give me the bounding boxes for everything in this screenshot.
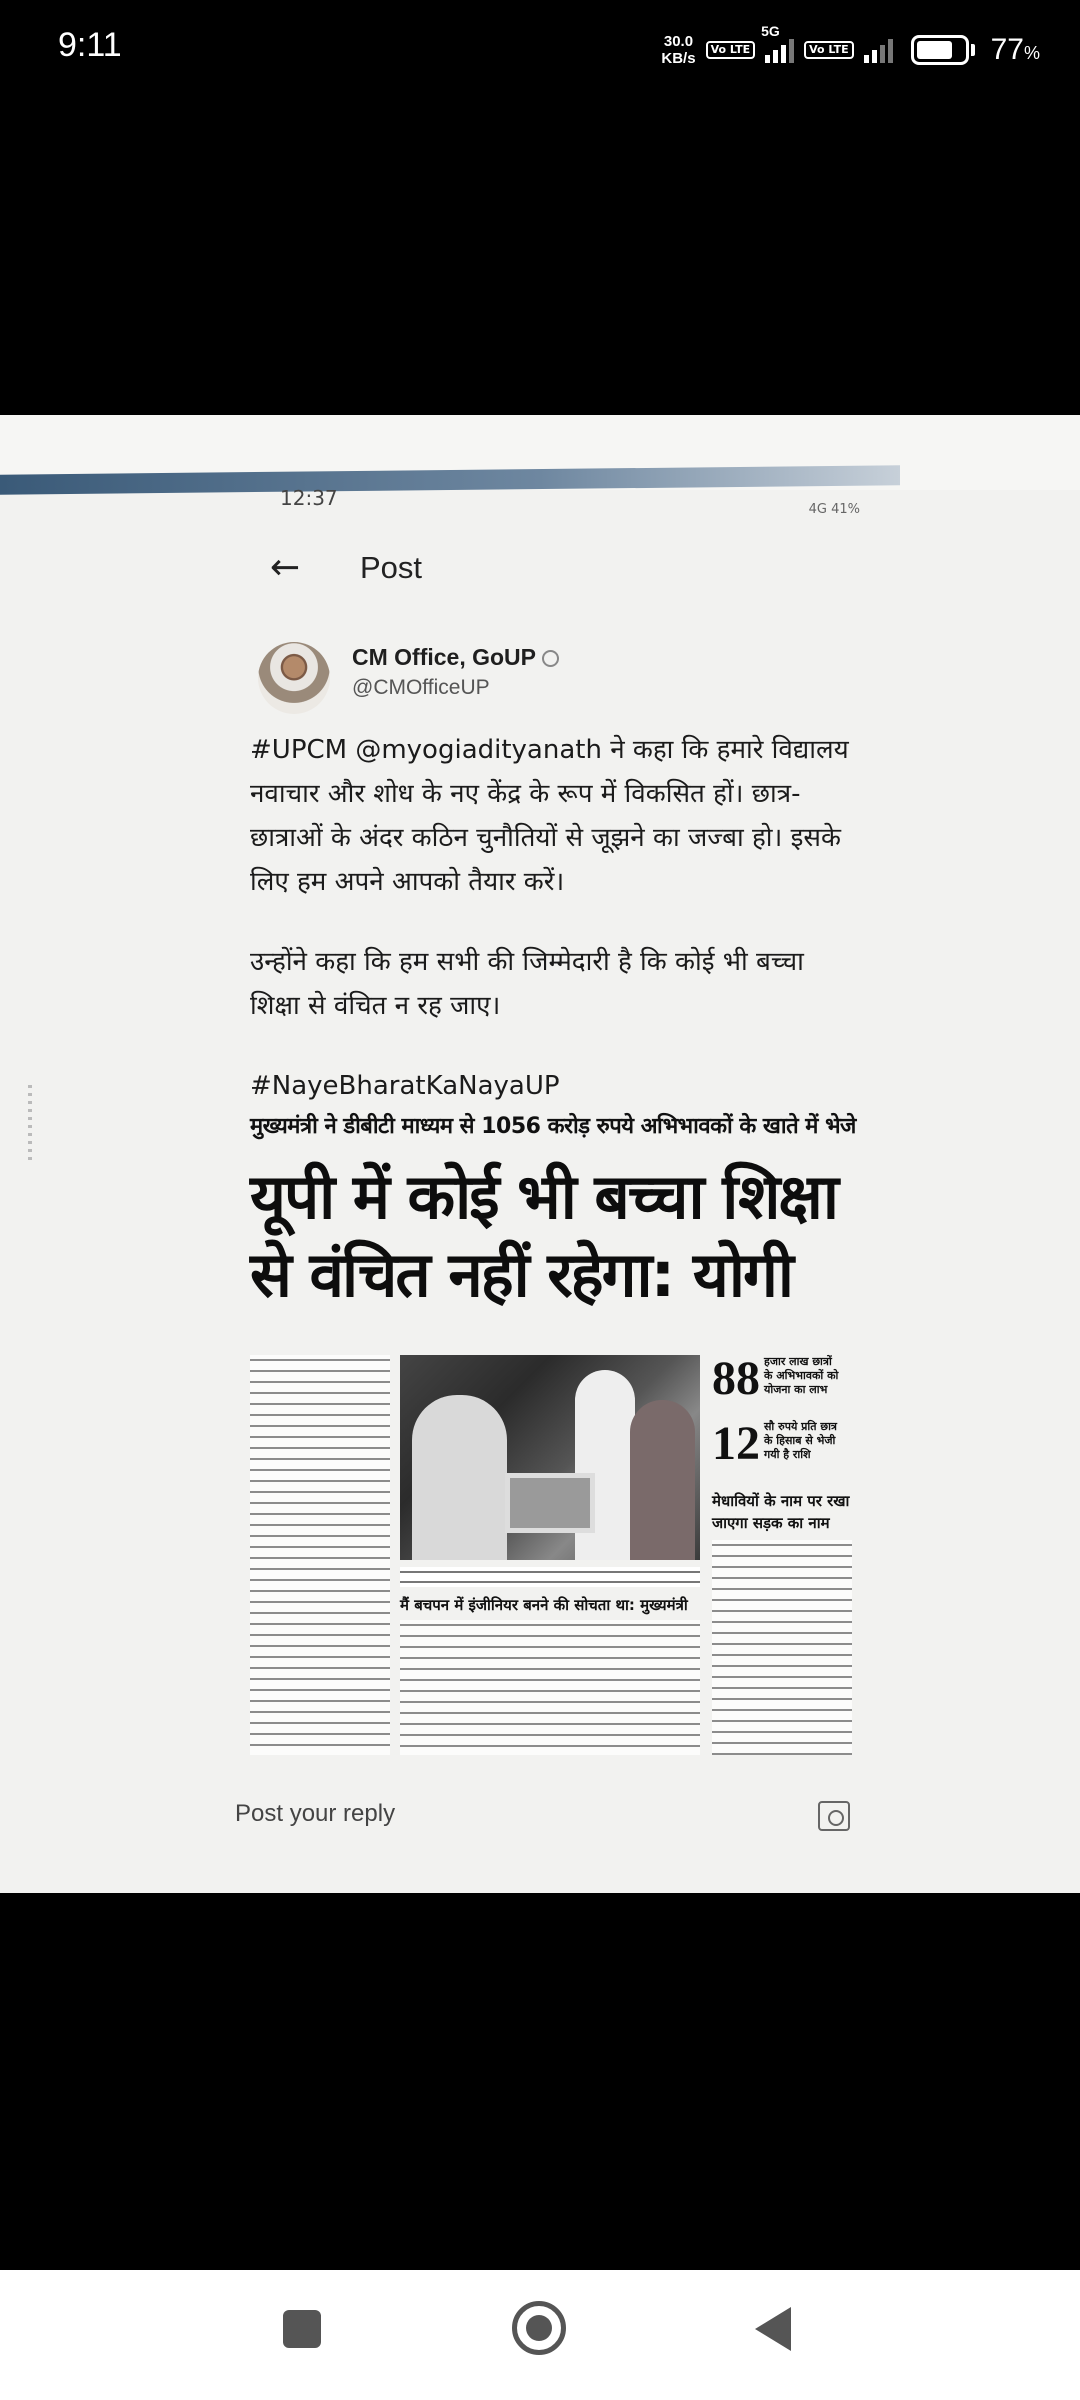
side-heading: मेधावियों के नाम पर रखा जाएगा सड़क का नाम bbox=[712, 1492, 850, 1532]
clipping-subhead: मैं बचपन में इंजीनियर बनने की सोचता था: मुख्यमंत्री bbox=[400, 1596, 688, 1614]
stat-2 bbox=[712, 1417, 842, 1470]
stat-1-desc: हजार लाख छात्रों के अभिभावकों को योजना का लाभ bbox=[764, 1355, 839, 1396]
captured-status-right: 4G 41% bbox=[808, 502, 860, 517]
news-photo bbox=[400, 1355, 700, 1560]
avatar bbox=[258, 642, 330, 714]
clipping-columns bbox=[250, 1352, 855, 1765]
signal-strength-icon-sim2 bbox=[864, 37, 893, 63]
certificate-frame bbox=[505, 1473, 595, 1533]
back-button[interactable] bbox=[755, 2307, 791, 2351]
stat-1 bbox=[712, 1352, 842, 1405]
status-bar bbox=[0, 0, 1080, 100]
account-name: CM Office, GoUP bbox=[352, 644, 559, 671]
network-speed bbox=[661, 33, 695, 67]
network-speed-value: 30.0 bbox=[663, 33, 694, 50]
post-paragraph-1: #UPCM @myogiadityanath ने कहा कि हमारे विद्यालय नवाचार और शोध के नए केंद्र के रूप में विकसित हों। छात्र-छात्राओं के अंदर कठिन चुनौतियों से जूझने का जज्बा हो। इसके लिए हम अपने आपको तैयार करें। bbox=[250, 735, 849, 897]
camera-icon bbox=[818, 1801, 850, 1831]
captured-time: 12:37 bbox=[280, 486, 338, 510]
status-icons bbox=[661, 23, 1040, 72]
stat-2-desc: सौ रुपये प्रति छात्र के हिसाब से भेजी गयी है राशि bbox=[764, 1420, 837, 1461]
network-type-label: 5G bbox=[761, 23, 780, 39]
volte-icon: Vo LTE bbox=[706, 41, 756, 59]
verified-icon bbox=[542, 650, 559, 667]
account-handle: @CMOfficeUP bbox=[352, 676, 490, 699]
stat-1-number: 88 bbox=[712, 1352, 760, 1405]
post-hashtag: #NayeBharatKaNayaUP bbox=[250, 1071, 560, 1101]
column-text-left bbox=[250, 1355, 390, 1755]
photo-caption bbox=[400, 1567, 700, 1587]
headline-line-1: यूपी में कोई भी बच्चा शिक्षा bbox=[250, 1160, 837, 1233]
signal-strength-icon bbox=[761, 23, 794, 63]
navigation-bar bbox=[0, 2270, 1080, 2400]
post-title: Post bbox=[360, 549, 423, 585]
battery-icon bbox=[911, 35, 975, 65]
captured-status-bar bbox=[280, 486, 860, 517]
clipping-kicker: मुख्यमंत्री ने डीबीटी माध्यम से 1056 करोड़ रुपये अभिभावकों के खाते में भेजे bbox=[250, 1114, 856, 1139]
status-time: 9:11 bbox=[58, 26, 122, 64]
reply-input: Post your reply bbox=[235, 1800, 396, 1827]
newspaper-clipping bbox=[250, 1110, 855, 1780]
network-speed-unit: KB/s bbox=[661, 50, 696, 67]
column-text-middle bbox=[400, 1620, 700, 1755]
post-header bbox=[270, 545, 870, 590]
stat-2-number: 12 bbox=[712, 1417, 760, 1470]
reply-bar bbox=[235, 1795, 850, 1840]
back-arrow-icon: ← bbox=[270, 547, 301, 588]
home-button[interactable] bbox=[512, 2301, 566, 2355]
photo-margin-marks bbox=[28, 1085, 32, 1165]
recent-apps-button[interactable] bbox=[283, 2310, 321, 2348]
post-body bbox=[250, 728, 850, 1144]
battery-percent: 77% bbox=[990, 33, 1040, 66]
clipping-headline bbox=[250, 1158, 855, 1314]
headline-line-2: से वंचित नहीं रहेगा: योगी bbox=[250, 1238, 792, 1311]
column-text-right bbox=[712, 1540, 852, 1755]
post-paragraph-2: उन्होंने कहा कि हम सभी की जिम्मेदारी है कि कोई भी बच्चा शिक्षा से वंचित न रह जाए। bbox=[250, 947, 804, 1021]
volte-icon-sim2: Vo LTE bbox=[804, 41, 854, 59]
